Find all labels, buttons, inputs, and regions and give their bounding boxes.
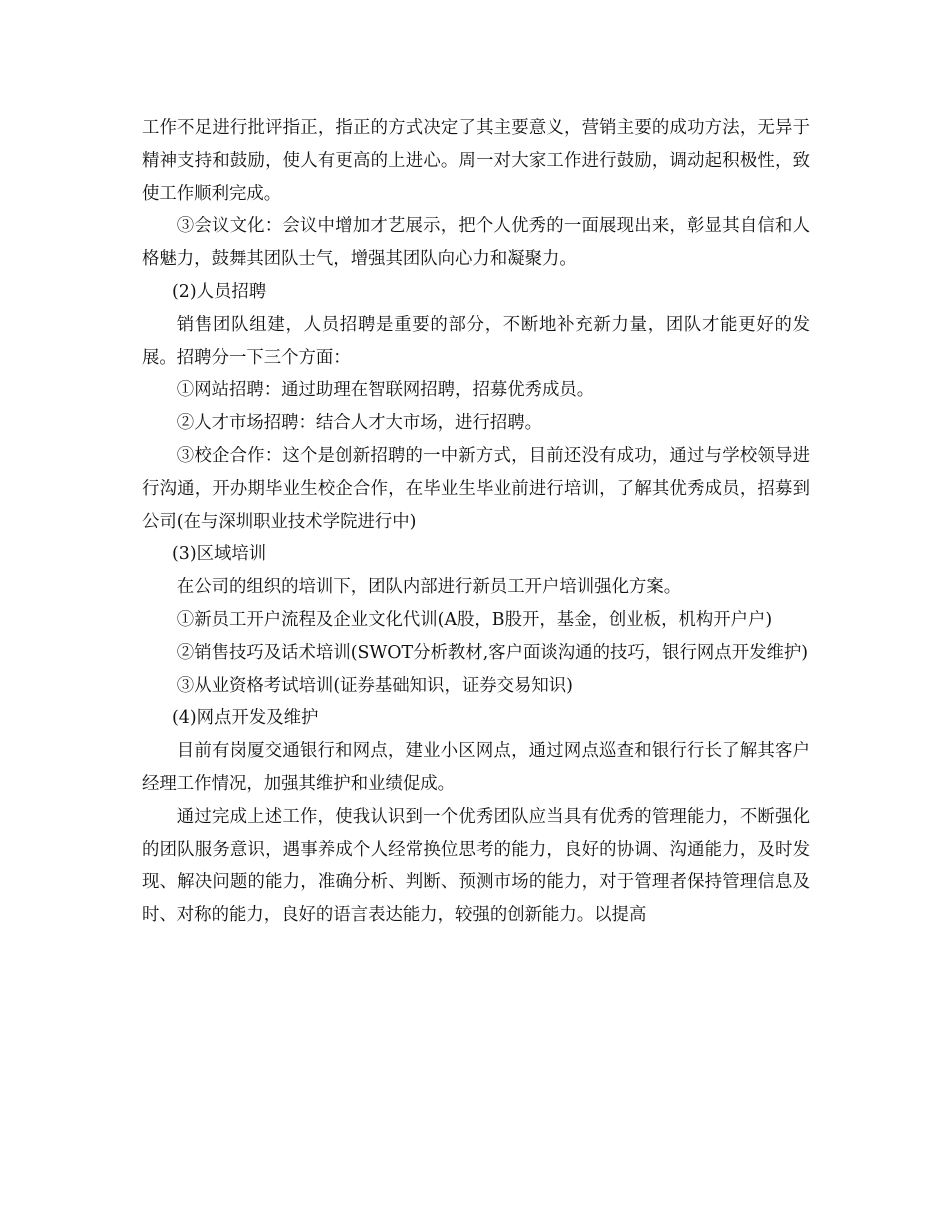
document-body [142, 112, 810, 932]
section-heading-recruitment: (2)人员招聘 [172, 281, 267, 302]
paragraph-9: ②销售技巧及话术培训(SWOT分析教材,客户面谈沟通的技巧，银行网点开发维护) [176, 642, 809, 663]
section-heading-branch: (4)网点开发及维护 [172, 708, 319, 729]
paragraph-8: ①新员工开户流程及企业文化代训(A股，B股开，基金，创业板，机构开户户) [176, 609, 773, 630]
paragraph-11: 目前有岗厦交通银行和网点，建业小区网点，通过网点巡查和银行行长了解其客户经理工作情况，加强其维护和业绩促成。 [142, 741, 810, 794]
paragraph-10: ③从业资格考试培训(证券基础知识，证券交易知识) [176, 675, 573, 696]
paragraph-4: ①网站招聘：通过助理在智联网招聘，招募优秀成员。 [176, 380, 595, 401]
paragraph-7: 在公司的组织的培训下，团队内部进行新员工开户培训强化方案。 [176, 577, 682, 598]
paragraph-12: 通过完成上述工作，使我认识到一个优秀团队应当具有优秀的管理能力，不断强化的团队服务意识，遇事养成个人经常换位思考的能力，良好的协调、沟通能力，及时发现、解决问题的能力，准确分析、判断、预测市场的能力，对于管理者保持管理信息及时、对称的能力，良好的语言表达能力，较强的创新能力。以提高 [142, 806, 810, 926]
section-heading-training: (3)区域培训 [172, 544, 267, 565]
paragraph-6: ③校企合作：这个是创新招聘的一中新方式，目前还没有成功，通过与学校领导进行沟通，开办期毕业生校企合作，在毕业生毕业前进行培训，了解其优秀成员，招募到公司(在与深圳职业技术学院进行中) [142, 445, 810, 532]
paragraph-3: 销售团队组建，人员招聘是重要的部分，不断地补充新力量，团队才能更好的发展。招聘分一下三个方面： [142, 314, 810, 368]
paragraph-2: ③会议文化：会议中增加才艺展示，把个人优秀的一面展现出来，彰显其自信和人格魅力，鼓舞其团队士气，增强其团队向心力和凝聚力。 [142, 216, 810, 270]
paragraph-1: 工作不足进行批评指正，指正的方式决定了其主要意义，营销主要的成功方法，无异于精神支持和鼓励，使人有更高的上进心。周一对大家工作进行鼓励，调动起积极性，致使工作顺利完成。 [142, 118, 810, 204]
paragraph-5: ②人才市场招聘：结合人才大市场，进行招聘。 [176, 413, 543, 434]
